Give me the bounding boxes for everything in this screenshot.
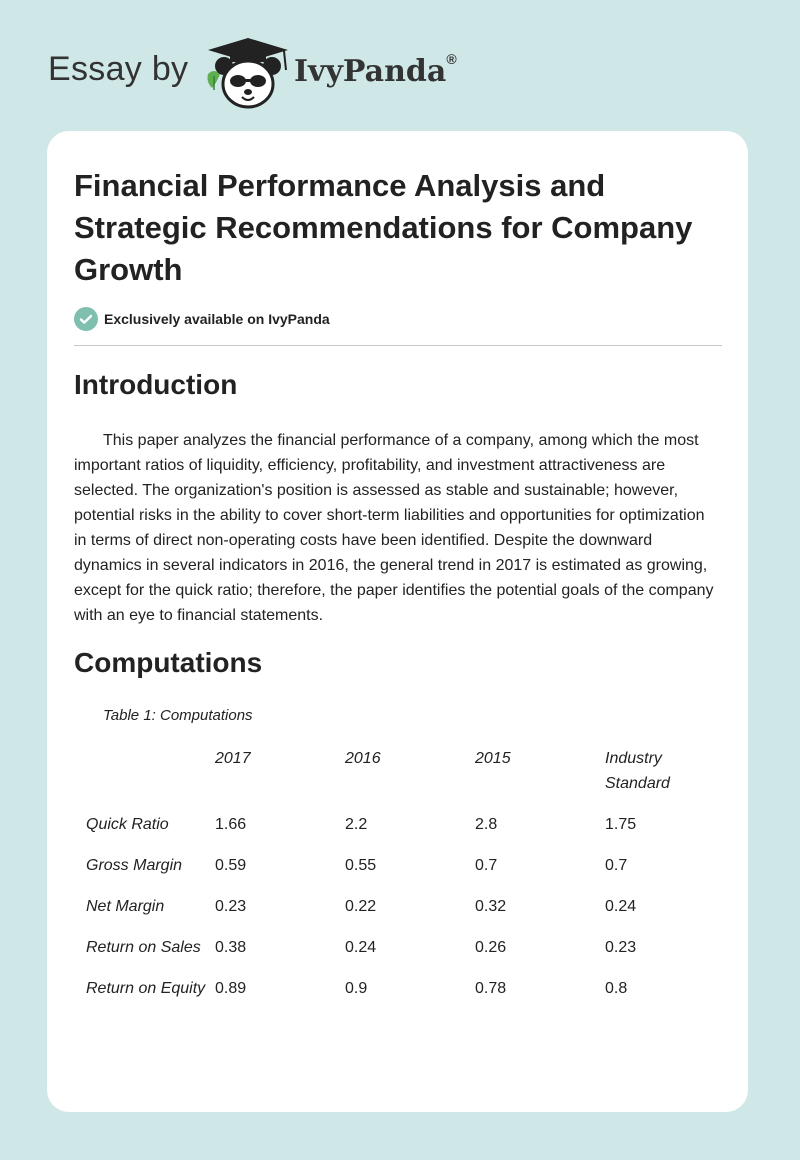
essay-by-label: Essay by [48,50,189,88]
table-cell: 1.75 [605,816,637,833]
site-header [48,36,508,112]
panda-graduate-icon [202,36,294,112]
table-cell: 0.23 [605,939,637,956]
column-header: 2017 [215,750,251,767]
table-cell: 0.38 [215,939,247,956]
row-label: Return on Sales [86,939,201,956]
row-label: Gross Margin [86,857,183,874]
table-cell: 0.23 [215,898,247,915]
table-caption: Table 1: Computations [103,707,253,724]
section-heading-computations: Computations [74,647,263,678]
table-cell: 0.59 [215,857,247,874]
table-cell: 0.8 [605,980,628,997]
table-cell: 2.2 [345,816,368,833]
brand-name [294,51,457,89]
brand-label: IvyPanda [294,54,447,89]
section-heading-introduction: Introduction [74,369,238,400]
table-header-row [74,743,714,809]
column-header: 2016 [345,750,381,767]
column-header [74,743,215,809]
table-cell: 0.26 [475,939,507,956]
table-cell: 0.24 [345,939,377,956]
table-cell: 0.9 [345,980,368,997]
column-header: 2015 [475,750,511,767]
table-cell: 0.89 [215,980,247,997]
column-header: Industry Standard [605,750,670,792]
exclusive-badge-label: Exclusively available on IvyPanda [104,311,330,327]
table-row [74,809,714,850]
table-cell: 1.66 [215,816,247,833]
table-cell: 0.55 [345,857,377,874]
table-row [74,932,714,973]
table-cell: 2.8 [475,816,498,833]
table-row [74,973,714,1014]
table-cell: 0.78 [475,980,507,997]
document-card [47,131,748,1112]
introduction-paragraph: This paper analyzes the financial performance of a company, among which the most important ratios of liquidity, efficiency, profitability, and investment attractiveness are selected. The organization's position is assessed as stable and sustainable; however, potential risks in the ability to cover short-term liabilities and opportunities for optimization in terms of direct non-operating costs have been identified. Despite the downward dynamics in several indicators in 2016, the general trend in 2017 is estimated as growing, except for the quick ratio; therefore, the paper identifies the potential goals of the company with an eye to financial statements. [74,432,714,624]
row-label: Net Margin [86,898,165,915]
row-label: Return on Equity [86,980,206,997]
table-row [74,850,714,891]
check-circle-icon [74,307,98,331]
table-cell: 0.24 [605,898,637,915]
exclusive-badge [74,306,330,332]
table-cell: 0.22 [345,898,377,915]
title-divider [74,345,722,346]
page-title: Financial Performance Analysis and Strategic Recommendations for Company Growth [74,168,693,287]
row-label: Quick Ratio [86,816,169,833]
table-cell: 0.7 [605,857,628,874]
table-row [74,891,714,932]
computations-table [74,743,714,1014]
table-cell: 0.32 [475,898,507,915]
table-cell: 0.7 [475,857,498,874]
registered-mark: ® [446,51,457,67]
